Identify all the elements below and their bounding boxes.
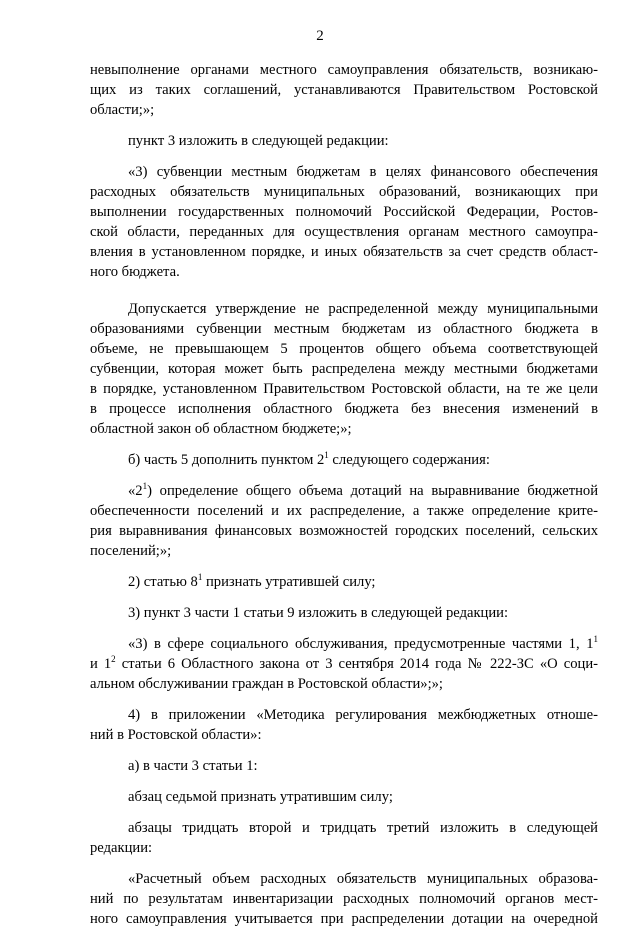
text-line: выполнении государственных полномочий Российской Федерации, Ростов-: [90, 204, 598, 220]
paragraph: [90, 299, 598, 439]
text-segment: «3) в сфере социального обслуживания, предусмотренные частями 1, 1: [128, 636, 594, 652]
paragraph: [90, 60, 598, 120]
paragraph: [90, 705, 598, 745]
text-segment: «2: [128, 483, 143, 499]
text-line: ской области, переданных для осуществления органам местного самоупра-: [90, 224, 598, 240]
text-line: «Расчетный объем расходных обязательств муниципальных образова-: [128, 871, 598, 887]
text-line: [90, 634, 598, 654]
text-line: обеспеченности поселений и их распределение, а также определение крите-: [90, 503, 598, 519]
text-segment: 2) статью 8: [128, 574, 198, 590]
paragraph: [90, 818, 598, 858]
text-line: [90, 572, 598, 592]
text-line: поселений;»;: [90, 543, 172, 559]
text-segment: признать утратившей силу;: [202, 574, 376, 590]
paragraph: [90, 787, 598, 807]
text-line: а) в части 3 статьи 1:: [128, 758, 258, 774]
text-line: в порядке, установленном Правительством Ростовской области, на те же цели: [90, 381, 598, 397]
text-line: в процессе исполнения областного бюджета без внесения изменений в: [90, 401, 598, 417]
text-line: «3) субвенции местным бюджетам в целях финансового обеспечения: [128, 164, 598, 180]
text-line: вления в установленном порядке, и иных обязательств за счет средств област-: [90, 244, 598, 260]
text-line: Допускается утверждение не распределенной между муниципальными: [128, 301, 598, 317]
paragraph: [90, 603, 598, 623]
text-segment: ) определение общего объема дотаций на выравнивание бюджетной: [147, 483, 598, 499]
text-line: пункт 3 изложить в следующей редакции:: [128, 133, 389, 149]
document-body: [90, 60, 598, 929]
text-line: щих из таких соглашений, устанавливаются Правительством Ростовской: [90, 82, 598, 98]
paragraph: [90, 131, 598, 151]
text-line: ний по результатам инвентаризации расходных полномочий органов мест-: [90, 891, 598, 907]
page-number: 2: [316, 28, 324, 44]
text-line: альном обслуживании граждан в Ростовской области»;»;: [90, 676, 443, 692]
text-line: ного самоуправления учитывается при распределении дотации на очередной: [90, 911, 598, 927]
paragraph: [90, 634, 598, 694]
text-line: расходных обязательств муниципальных образований, возникающих при: [90, 184, 598, 200]
text-line: [90, 481, 598, 501]
paragraph: [90, 572, 598, 592]
text-line: [90, 450, 598, 470]
text-line: ний в Ростовской области»:: [90, 727, 262, 743]
text-segment: следующего содержания:: [328, 452, 490, 468]
paragraph: [90, 756, 598, 776]
superscript-index: 2: [111, 654, 116, 665]
text-segment: статьи 6 Областного закона от 3 сентября 2014 года № 222-ЗС «О соци-: [115, 656, 598, 672]
text-line: образованиями субвенции местным бюджетам из областного бюджета в: [90, 321, 598, 337]
text-line: абзац седьмой признать утратившим силу;: [128, 789, 393, 805]
text-line: абзацы тридцать второй и тридцать третий изложить в следующей: [128, 820, 598, 836]
text-line: ного бюджета.: [90, 264, 180, 280]
paragraph: [90, 162, 598, 282]
text-line: 4) в приложении «Методика регулирования межбюджетных отноше-: [128, 707, 598, 723]
text-line: невыполнение органами местного самоуправления обязательств, возникаю-: [90, 62, 598, 78]
text-line: рия выравнивания финансовых возможностей городских поселений, сельских: [90, 523, 598, 539]
text-line: областной закон об областном бюджете;»;: [90, 421, 352, 437]
text-line: области;»;: [90, 102, 155, 118]
paragraph: [90, 869, 598, 929]
text-line: [90, 654, 598, 674]
superscript-index: 1: [142, 481, 148, 492]
text-line: 3) пункт 3 части 1 статьи 9 изложить в следующей редакции:: [128, 605, 509, 621]
text-line: редакции:: [90, 840, 153, 856]
text-line: субвенции, которая может быть распределена между местными бюджетами: [90, 361, 598, 377]
paragraph: [90, 481, 598, 561]
superscript-index: 1: [197, 572, 203, 583]
paragraph: [90, 450, 598, 470]
text-segment: и 1: [90, 656, 112, 672]
superscript-index: 1: [593, 634, 598, 645]
superscript-index: 1: [324, 450, 329, 461]
text-segment: б) часть 5 дополнить пунктом 2: [128, 452, 325, 468]
text-line: объеме, не превышающем 5 процентов общего объема соответствующей: [90, 341, 598, 357]
